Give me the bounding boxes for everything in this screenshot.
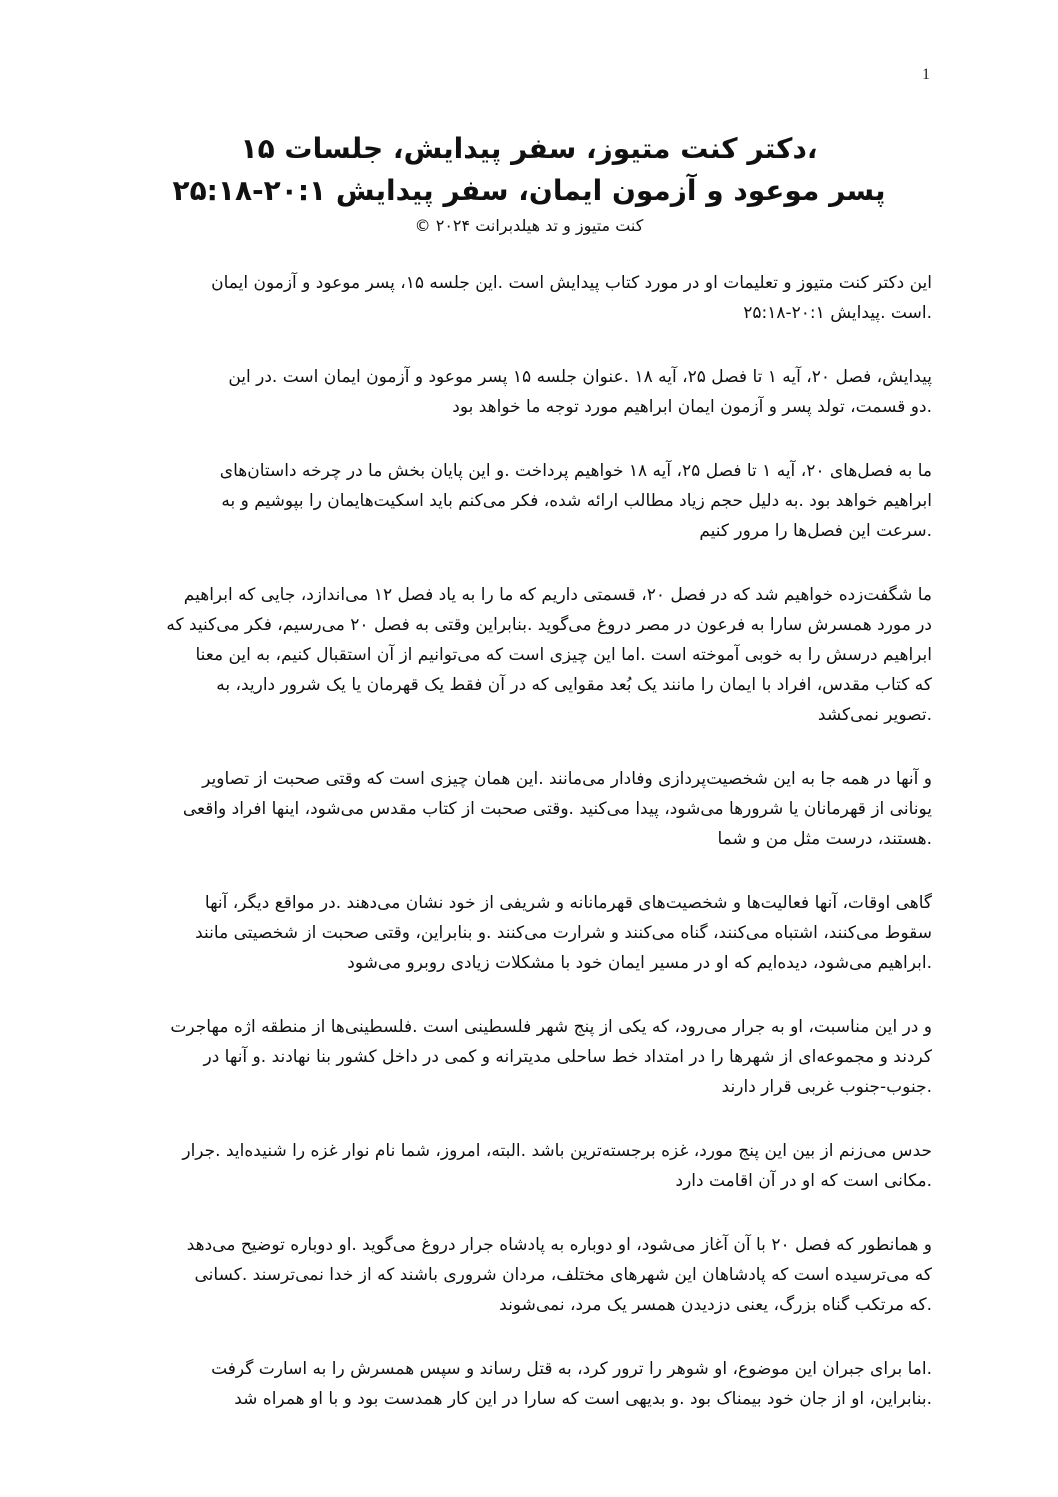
- paragraph: ما شگفت‌زده خواهیم شد که در فصل ۲۰، قسمتی داریم که ما را به یاد فصل ۱۲ می‌اندازد، جایی که ابراهیم در مورد همسرش سارا به فرعون در مصر دروغ می‌گوید .بنابراین وقتی به فصل ۲۰ می‌رسیم، فکر می‌کنید که ابراهیم درسش را به خوبی آموخته است .اما این چیزی است که می‌توانیم از آن استقبال کنیم، به این معنا که کتاب مقدس، افراد با ایمان را مانند یک بُعد مقوایی که در آن فقط یک قهرمان یا یک شرور دارید، به .تصویر نمی‌کشد: [166, 585, 932, 725]
- document-title-line-1: ،دکتر کنت متیوز، سفر پیدایش، جلسات ۱۵: [240, 132, 818, 165]
- paragraph: و همانطور که فصل ۲۰ با آن آغاز می‌شود، او دوباره به پادشاه جرار دروغ می‌گوید .او دوباره توضیح می‌دهد که می‌ترسیده است که پادشاهان این شهرهای مختلف، مردان شروری باشند که از خدا نمی‌ترسند .کسانی .که مرتکب گناه بزرگ، یعنی دزدیدن همسر یک مرد، نمی‌شوند: [186, 1235, 932, 1315]
- paragraph: و در این مناسبت، او به جرار می‌رود، که یکی از پنج شهر فلسطینی است .فلسطینی‌ها از منطقه اژه مهاجرت کردند و مجموعه‌ای از شهرها را در امتداد خط ساحلی مدیترانه و کمی در داخل کشور بنا نهادند .و آنها در .جنوب-جنوب غربی قرار دارند: [170, 1017, 932, 1097]
- paragraph: حدس می‌زنم از بین این پنج مورد، غزه برجسته‌ترین باشد .البته، امروز، شما نام نوار غزه را شنیده‌اید .جرار .مکانی است که او در آن اقامت دارد: [182, 1141, 932, 1191]
- copyright-line: کنت متیوز و تد هیلدبرانت ۲۰۲۴ ©: [414, 216, 644, 235]
- document-header: [120, 128, 938, 238]
- document-title-line-2: پسر موعود و آزمون ایمان، سفر پیدایش ۲۰:۱-۲۵:۱۸: [172, 174, 886, 207]
- paragraph: .اما برای جبران این موضوع، او شوهر را ترور کرد، به قتل رساند و سپس همسرش را به اسارت گرفت .بنابراین، او از جان خود بیمناک بود .و بدیهی است که سارا در این کار همدست بود و با او همراه شد: [211, 1359, 932, 1409]
- paragraph: و آنها در همه جا به این شخصیت‌پردازی وفادار می‌مانند .این همان چیزی است که وقتی صحبت از تصاویر یونانی از قهرمانان یا شرورها می‌شود، پیدا می‌کنید .وقتی صحبت از کتاب مقدس می‌شود، اینها افراد واقعی .هستند، درست مثل من و شما: [182, 769, 932, 849]
- paragraph: این دکتر کنت متیوز و تعلیمات او در مورد کتاب پیدایش است .این جلسه ۱۵، پسر موعود و آزمون ایمان .است .پیدایش ۲۰:۱-۲۵:۱۸: [211, 273, 932, 323]
- paragraph: پیدایش، فصل ۲۰، آیه ۱ تا فصل ۲۵، آیه ۱۸ .عنوان جلسه ۱۵ پسر موعود و آزمون ایمان است .در این .دو قسمت، تولد پسر و آزمون ایمان ابراهیم مورد توجه ما خواهد بود: [228, 367, 932, 417]
- document-body: [126, 268, 932, 1448]
- page-number: 1: [922, 66, 930, 83]
- paragraph: گاهی اوقات، آنها فعالیت‌ها و شخصیت‌های قهرمانانه و شریفی از خود نشان می‌دهند .در مواقع دیگر، آنها سقوط می‌کنند، اشتباه می‌کنند، گناه می‌کنند و شرارت می‌کنند .و بنابراین، وقتی صحبت از شخصیتی مانند .ابراهیم می‌شود، دیده‌ایم که او در مسیر ایمان خود با مشکلات زیادی روبرو می‌شود: [195, 893, 932, 973]
- paragraph: ما به فصل‌های ۲۰، آیه ۱ تا فصل ۲۵، آیه ۱۸ خواهیم پرداخت .و این پایان بخش ما در چرخه داستان‌های ابراهیم خواهد بود .به دلیل حجم زیاد مطالب ارائه شده، فکر می‌کنم باید اسکیت‌هایمان را بپوشیم و به .سرعت این فصل‌ها را مرور کنیم: [219, 461, 932, 541]
